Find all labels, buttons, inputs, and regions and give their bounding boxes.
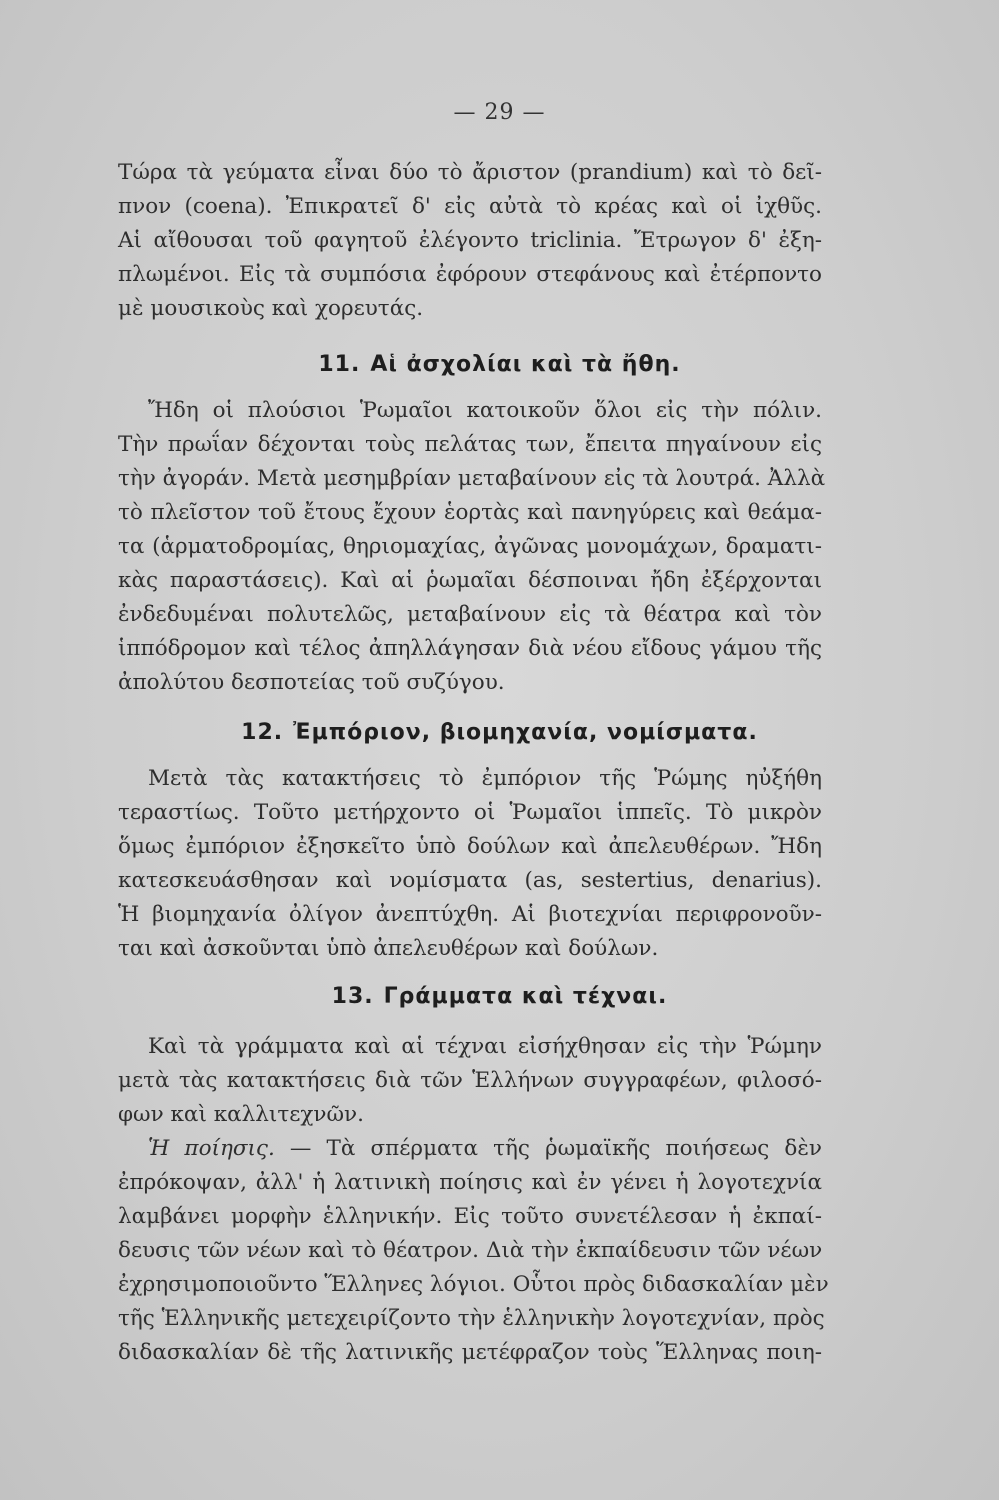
page-number: — 29 — xyxy=(453,100,546,125)
section-12-heading xyxy=(0,720,999,745)
section-title: Γράμματα καὶ τέχναι. xyxy=(383,984,668,1009)
text-line: ἀπολύτου δεσποτείας τοῦ συζύγου. xyxy=(118,670,505,695)
text-line: μετὰ τὰς κατακτήσεις διὰ τῶν Ἑλλήνων συγγραφέων, φιλοσό- xyxy=(118,1068,822,1093)
section-12-paragraph xyxy=(118,762,822,966)
text-line xyxy=(118,1132,822,1166)
section-number: 11. xyxy=(318,352,361,377)
text-line: Μετὰ τὰς κατακτήσεις τὸ ἐμπόριον τῆς Ῥώμης ηὐξήθη xyxy=(148,766,822,791)
poetry-label: Ἡ ποίησις. xyxy=(148,1136,275,1161)
text-line: διδασκαλίαν δὲ τῆς λατινικῆς μετέφραζον τοὺς Ἕλληνας ποιη- xyxy=(118,1340,822,1365)
text-line: μὲ μουσικοὺς καὶ χορευτάς. xyxy=(118,296,424,321)
text-line: πλωμένοι. Εἰς τὰ συμπόσια ἐφόρουν στεφάνους καὶ ἐτέρποντο xyxy=(118,262,822,287)
text-line: ἐπρόκοψαν, ἀλλ' ἡ λατινικὴ ποίησις καὶ ἐν γένει ἡ λογοτεχνία xyxy=(118,1170,822,1195)
text-line: Ἤδη οἱ πλούσιοι Ῥωμαῖοι κατοικοῦν ὅλοι εἰς τὴν πόλιν. xyxy=(148,398,822,423)
text-line: Αἱ αἴθουσαι τοῦ φαγητοῦ ἐλέγοντο triclinia. Ἔτρωγον δ' ἐξη- xyxy=(118,228,822,253)
poetry-first-line: — Τὰ σπέρματα τῆς ῥωμαϊκῆς ποιήσεως δὲν xyxy=(274,1136,822,1161)
section-11-heading xyxy=(0,352,999,377)
text-line: κὰς παραστάσεις). Καὶ αἱ ῥωμαῖαι δέσποιναι ἤδη ἐξέρχονται xyxy=(118,568,822,593)
text-line: ὅμως ἐμπόριον ἐξησκεῖτο ὑπὸ δούλων καὶ ἀπελευθέρων. Ἤδη xyxy=(118,834,822,859)
text-line: Τώρα τὰ γεύματα εἶναι δύο τὸ ἄριστον (prandium) καὶ τὸ δεῖ- xyxy=(118,160,822,185)
text-line: τὸ πλεῖστον τοῦ ἔτους ἔχουν ἑορτὰς καὶ πανηγύρεις καὶ θεάμα- xyxy=(118,500,822,525)
text-line: τῆς Ἑλληνικῆς μετεχειρίζοντο τὴν ἑλληνικὴν λογοτεχνίαν, πρὸς xyxy=(118,1306,825,1331)
section-title: Αἱ ἀσχολίαι καὶ τὰ ἤθη. xyxy=(370,352,681,377)
intro-paragraph xyxy=(118,156,822,326)
text-line: Καὶ τὰ γράμματα καὶ αἱ τέχναι εἰσήχθησαν εἰς τὴν Ῥώμην xyxy=(148,1034,822,1059)
text-line: ἱππόδρομον καὶ τέλος ἀπηλλάγησαν διὰ νέου εἴδους γάμου τῆς xyxy=(118,636,822,661)
text-line: Τὴν πρωΐαν δέχονται τοὺς πελάτας των, ἔπειτα πηγαίνουν εἰς xyxy=(118,432,822,457)
section-13-paragraph xyxy=(118,1030,829,1370)
text-line: ται καὶ ἀσκοῦνται ὑπὸ ἀπελευθέρων καὶ δούλων. xyxy=(118,936,659,961)
text-line: Ἡ βιομηχανία ὀλίγον ἀνεπτύχθη. Αἱ βιοτεχνίαι περιφρονοῦν- xyxy=(118,902,822,927)
text-line: ἐχρησιμοποιοῦντο Ἕλληνες λόγιοι. Οὗτοι πρὸς διδασκαλίαν μὲν xyxy=(118,1272,829,1297)
text-line: ἐνδεδυμέναι πολυτελῶς, μεταβαίνουν εἰς τὰ θέατρα καὶ τὸν xyxy=(118,602,822,627)
text-line: φων καὶ καλλιτεχνῶν. xyxy=(118,1102,364,1127)
text-line: δευσις τῶν νέων καὶ τὸ θέατρον. Διὰ τὴν ἐκπαίδευσιν τῶν νέων xyxy=(118,1238,823,1263)
text-line: τεραστίως. Τοῦτο μετήρχοντο οἱ Ῥωμαῖοι ἱππεῖς. Τὸ μικρὸν xyxy=(118,800,822,825)
section-13-heading xyxy=(0,984,999,1009)
section-11-paragraph xyxy=(118,394,826,700)
text-line: κατεσκευάσθησαν καὶ νομίσματα (as, sestertius, denarius). xyxy=(118,868,822,893)
text-line: πνον (coena). Ἐπικρατεῖ δ' εἰς αὐτὰ τὸ κρέας καὶ οἱ ἰχθῦς. xyxy=(118,194,822,219)
text-line: τὴν ἀγοράν. Μετὰ μεσημβρίαν μεταβαίνουν εἰς τὰ λουτρά. Ἀλλὰ xyxy=(118,466,826,491)
section-title: Ἐμπόριον, βιομηχανία, νομίσματα. xyxy=(293,720,758,745)
text-line: τα (ἁρματοδρομίας, θηριομαχίας, ἀγῶνας μονομάχων, δραματι- xyxy=(118,534,822,559)
section-number: 13. xyxy=(331,984,374,1009)
text-line: λαμβάνει μορφὴν ἑλληνικήν. Εἰς τοῦτο συνετέλεσαν ἡ ἐκπαί- xyxy=(118,1204,822,1229)
section-number: 12. xyxy=(241,720,284,745)
